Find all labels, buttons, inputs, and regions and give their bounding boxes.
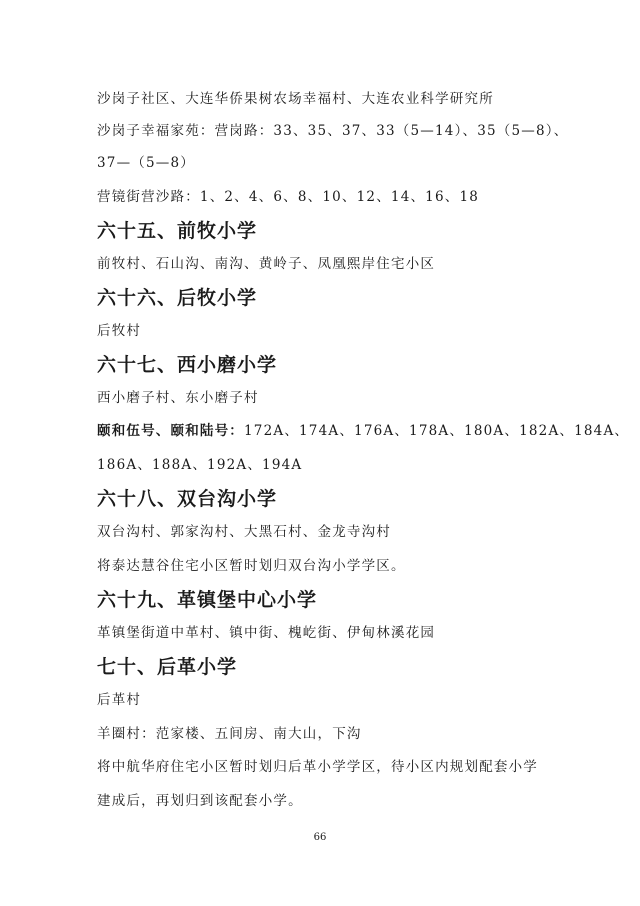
- text-line: 后革村: [97, 692, 142, 708]
- text-line: 37—（5—8）: [97, 155, 195, 171]
- text-line: 营镜街营沙路：1、2、4、6、8、10、12、14、16、18: [97, 189, 480, 205]
- text-line: 将泰达慧谷住宅小区暂时划归双台沟小学学区。: [97, 558, 406, 574]
- page-number: 66: [313, 832, 327, 843]
- text-line: 后牧村: [97, 323, 142, 339]
- text-line: 建成后，再划归到该配套小学。: [97, 793, 303, 809]
- text-line: 将中航华府住宅小区暂时划归后革小学学区，待小区内规划配套小学: [97, 759, 538, 775]
- text-line: 西小磨子村、东小磨子村: [97, 390, 259, 406]
- text-line: 革镇堡街道中革村、镇中街、槐屹街、伊甸林溪花园: [97, 625, 436, 641]
- section-heading: 七十、后革小学: [97, 656, 238, 678]
- section-heading: 六十五、前牧小学: [97, 220, 258, 242]
- section-heading: 六十八、双台沟小学: [97, 488, 278, 510]
- section-heading: 六十七、西小磨小学: [97, 354, 278, 376]
- bold-label: 颐和伍号、颐和陆号：: [97, 423, 244, 439]
- text-line: 沙岗子幸福家苑：营岗路：33、35、37、33（5—14）、35（5—8）、: [97, 123, 569, 139]
- text-line: 186A、188A、192A、194A: [97, 457, 303, 473]
- text-line: 沙岗子社区、大连华侨果树农场幸福村、大连农业科学研究所: [97, 91, 494, 107]
- text-span: 172A、174A、176A、178A、180A、182A、184A、: [244, 423, 630, 439]
- text-line: 羊圈村：范家楼、五间房、南大山，下沟: [97, 726, 362, 742]
- text-line: 双台沟村、郭家沟村、大黑石村、金龙寺沟村: [97, 524, 391, 540]
- text-line: 前牧村、石山沟、南沟、黄岭子、凤凰熙岸住宅小区: [97, 256, 436, 272]
- section-heading: 六十六、后牧小学: [97, 287, 258, 309]
- text-line: [97, 421, 629, 441]
- section-heading: 六十九、革镇堡中心小学: [97, 589, 318, 611]
